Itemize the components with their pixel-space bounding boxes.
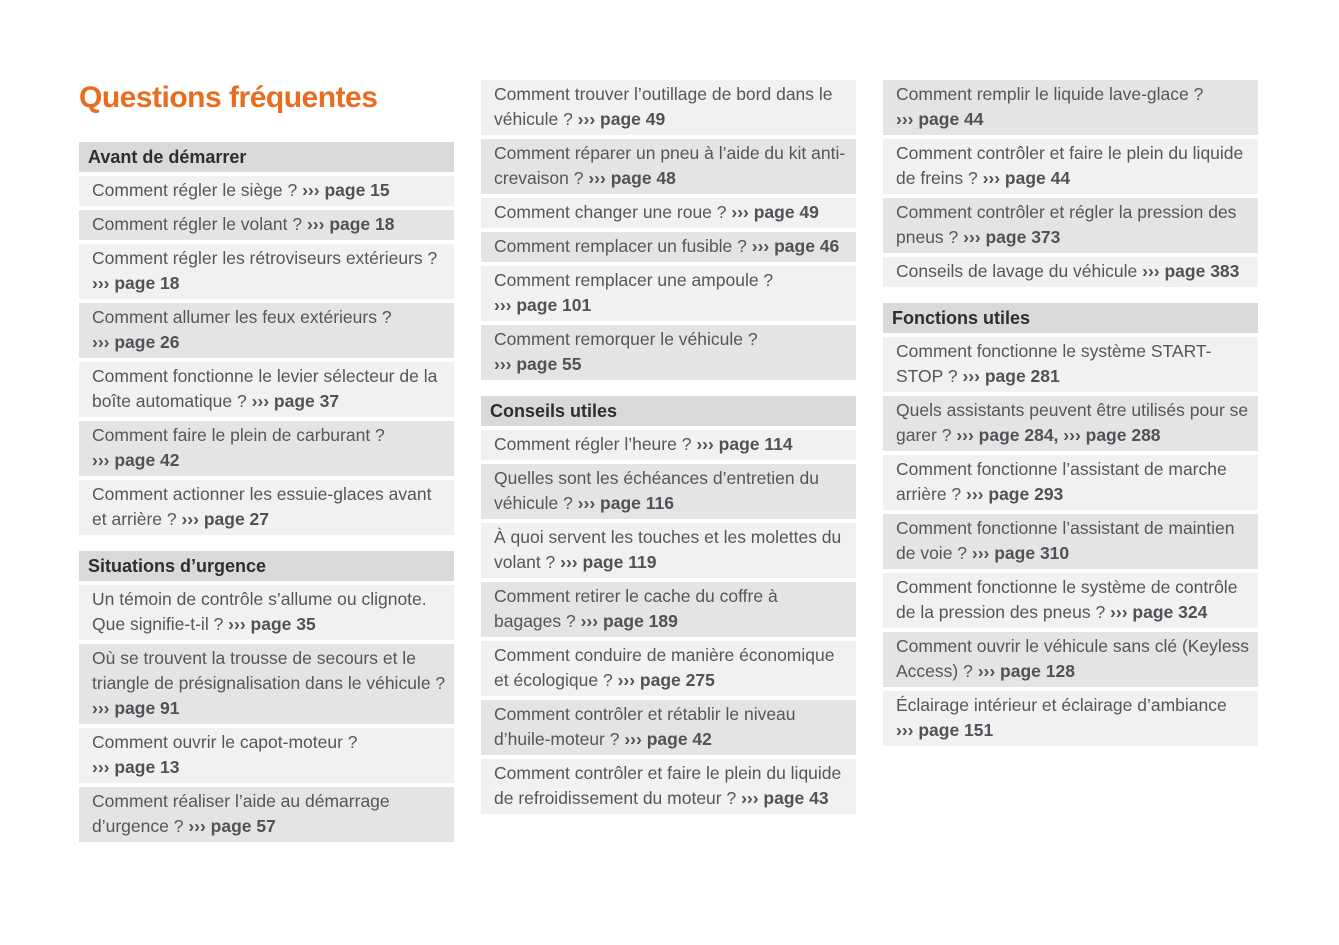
faq-question-text: Comment contrôler et régler la pression des pneus ? <box>896 202 1237 247</box>
faq-item <box>883 80 1258 135</box>
faq-item <box>481 232 856 262</box>
faq-page-ref: ››› page 128 <box>977 661 1075 681</box>
faq-item <box>79 728 454 783</box>
faq-question-text: Comment ouvrir le capot-moteur ? <box>92 732 358 752</box>
faq-question-text: Comment remplacer un fusible ? <box>494 236 752 256</box>
faq-page-ref: ››› page 373 <box>963 227 1061 247</box>
faq-page-ref: ››› page 383 <box>1142 261 1240 281</box>
faq-column-3 <box>883 80 1258 846</box>
faq-item <box>79 362 454 417</box>
faq-page-ref: ››› page 46 <box>751 236 840 256</box>
faq-item <box>481 325 856 380</box>
section-header: Fonctions utiles <box>883 303 1258 333</box>
faq-question-text: Comment fonctionne l’assistant de marche arrière ? <box>896 459 1227 504</box>
section-header: Conseils utiles <box>481 396 856 426</box>
faq-question-text: Comment allumer les feux extérieurs ? <box>92 307 392 327</box>
faq-question-text: Comment régler le volant ? <box>92 214 307 234</box>
faq-item <box>883 337 1258 392</box>
faq-item <box>481 759 856 814</box>
faq-item <box>481 523 856 578</box>
faq-page-ref: ››› page 114 <box>696 434 793 454</box>
faq-question-text: Conseils de lavage du véhicule <box>896 261 1143 281</box>
faq-item <box>79 176 454 206</box>
faq-page-ref: ››› page 37 <box>251 391 340 411</box>
faq-page-ref: ››› page 43 <box>741 788 829 808</box>
faq-question-text: À quoi servent les touches et les molettes du volant ? <box>494 527 842 572</box>
faq-page-ref: ››› page 57 <box>188 816 276 836</box>
faq-item <box>481 139 856 194</box>
faq-question-text: Comment réaliser l’aide au démarrage d’urgence ? <box>92 791 390 836</box>
faq-page-ref: ››› page 18 <box>92 273 180 293</box>
faq-question-text: Comment régler les rétroviseurs extérieurs ? <box>92 248 438 268</box>
faq-item <box>883 691 1258 746</box>
faq-item <box>883 455 1258 510</box>
faq-page-ref: ››› page 44 <box>896 109 984 129</box>
faq-column-1 <box>79 80 454 846</box>
faq-question-text: Comment fonctionne le système de contrôle de la pression des pneus ? <box>896 577 1238 622</box>
faq-page-ref: ››› page 324 <box>1110 602 1208 622</box>
faq-page-ref: ››› page 275 <box>617 670 715 690</box>
faq-item <box>883 632 1258 687</box>
faq-question-text: Comment fonctionne l’assistant de maintien de voie ? <box>896 518 1235 563</box>
faq-item <box>481 700 856 755</box>
faq-page-ref: ››› page 116 <box>577 493 674 513</box>
faq-question-text: Comment ouvrir le véhicule sans clé (Keyless Access) ? <box>896 636 1250 681</box>
faq-question-text: Quels assistants peuvent être utilisés pour se garer ? <box>896 400 1249 445</box>
faq-question-text: Comment fonctionne le levier sélecteur de la boîte automatique ? <box>92 366 438 411</box>
faq-item <box>481 464 856 519</box>
faq-page-ref: ››› page 42 <box>92 450 180 470</box>
faq-item <box>79 244 454 299</box>
faq-question-text: Comment contrôler et faire le plein du liquide de freins ? <box>896 143 1244 188</box>
faq-item <box>883 514 1258 569</box>
faq-question-text: Comment fonctionne le système START-STOP ? <box>896 341 1212 386</box>
faq-question-text: Comment régler l’heure ? <box>494 434 697 454</box>
faq-page-ref: ››› page 26 <box>92 332 180 352</box>
faq-question-text: Où se trouvent la trousse de secours et le triangle de présignalisation dans le véhicule ? <box>92 648 446 693</box>
faq-question-text: Un témoin de contrôle s’allume ou clignote. Que signifie-t-il ? <box>92 589 427 634</box>
faq-item <box>481 266 856 321</box>
faq-question-text: Comment contrôler et faire le plein du liquide de refroidissement du moteur ? <box>494 763 842 808</box>
faq-item <box>481 80 856 135</box>
faq-item <box>883 573 1258 628</box>
faq-page-ref: ››› page 44 <box>982 168 1071 188</box>
faq-item <box>79 421 454 476</box>
faq-page-ref: ››› page 119 <box>560 552 657 572</box>
faq-page-ref: ››› page 42 <box>624 729 712 749</box>
faq-page-ref: ››› page 189 <box>580 611 678 631</box>
faq-page-ref: ››› page 48 <box>588 168 676 188</box>
faq-page-ref: ››› page 151 <box>896 720 994 740</box>
faq-page-ref: ››› page 13 <box>92 757 180 777</box>
faq-question-text: Comment remplir le liquide lave-glace ? <box>896 84 1204 104</box>
faq-question-text: Comment faire le plein de carburant ? <box>92 425 385 445</box>
faq-page-ref: ››› page 35 <box>228 614 316 634</box>
faq-question-text: Comment changer une roue ? <box>494 202 732 222</box>
faq-question-text: Éclairage intérieur et éclairage d’ambiance <box>896 695 1227 715</box>
faq-page-ref: ››› page 281 <box>962 366 1060 386</box>
faq-item <box>79 644 454 724</box>
faq-question-text: Comment réparer un pneu à l’aide du kit anti-crevaison ? <box>494 143 846 188</box>
faq-item <box>883 139 1258 194</box>
page-title: Questions fréquentes <box>79 81 378 114</box>
faq-item <box>79 210 454 240</box>
faq-item <box>481 198 856 228</box>
faq-page-ref: ››› page 55 <box>494 354 582 374</box>
faq-item <box>481 641 856 696</box>
faq-page-ref: ››› page 91 <box>92 698 180 718</box>
faq-item <box>481 430 856 460</box>
faq-page-ref: ››› page 15 <box>302 180 390 200</box>
faq-page-ref: ››› page 310 <box>971 543 1070 563</box>
faq-page-ref: ››› page 101 <box>494 295 592 315</box>
faq-question-text: Comment retirer le cache du coffre à bagages ? <box>494 586 778 631</box>
faq-item <box>481 582 856 637</box>
faq-item <box>79 585 454 640</box>
faq-column-2 <box>481 80 856 846</box>
faq-question-text: Comment remplacer une ampoule ? <box>494 270 774 290</box>
faq-question-text: Comment régler le siège ? <box>92 180 303 200</box>
faq-item <box>79 480 454 535</box>
faq-item <box>883 257 1258 287</box>
faq-question-text: Comment trouver l’outillage de bord dans le véhicule ? <box>494 84 833 129</box>
faq-page-ref: ››› page 18 <box>306 214 395 234</box>
faq-item <box>883 198 1258 253</box>
faq-item <box>79 787 454 842</box>
faq-page-ref: ››› page 293 <box>966 484 1064 504</box>
section-header: Situations d’urgence <box>79 551 454 581</box>
faq-page-ref: ››› page 284, ››› page 288 <box>956 425 1161 445</box>
faq-page-ref: ››› page 49 <box>577 109 666 129</box>
faq-question-text: Comment remorquer le véhicule ? <box>494 329 758 349</box>
faq-question-text: Comment conduire de manière économique et écologique ? <box>494 645 835 690</box>
faq-question-text: Quelles sont les échéances d’entretien du véhicule ? <box>494 468 819 513</box>
faq-question-text: Comment contrôler et rétablir le niveau d’huile-moteur ? <box>494 704 796 749</box>
faq-item <box>79 303 454 358</box>
faq-page-ref: ››› page 27 <box>181 509 270 529</box>
faq-question-text: Comment actionner les essuie-glaces avant et arrière ? <box>92 484 432 529</box>
faq-page-ref: ››› page 49 <box>731 202 819 222</box>
faq-item <box>883 396 1258 451</box>
section-header: Avant de démarrer <box>79 142 454 172</box>
